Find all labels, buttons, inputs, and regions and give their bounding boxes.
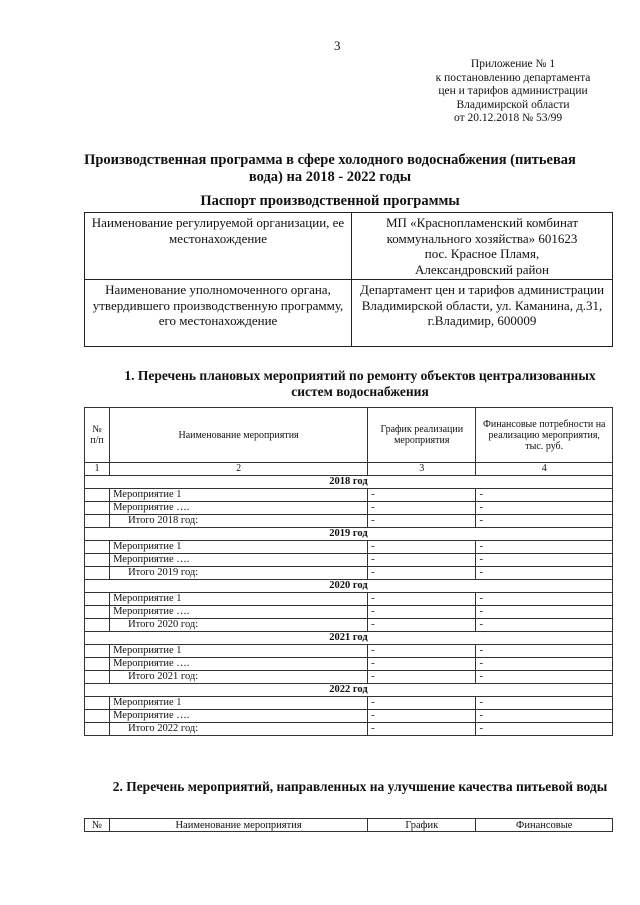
page-number: 3 [334, 38, 341, 53]
header-cell: Наименование мероприятия [110, 408, 368, 463]
table-row [85, 697, 613, 710]
table-row [85, 710, 613, 723]
passport-value-line: пос. Красное Пламя, [424, 246, 540, 261]
event-name-cell: Мероприятие …. [110, 554, 368, 567]
row-number-cell [85, 697, 110, 710]
finance-cell: - [476, 606, 613, 619]
year-row [85, 580, 613, 593]
table-header-row [85, 408, 613, 463]
event-name-cell: Итого 2022 год: [110, 723, 368, 736]
passport-row [85, 213, 613, 280]
year-label: 2020 год [85, 580, 613, 593]
finance-cell: - [476, 723, 613, 736]
finance-cell: - [476, 554, 613, 567]
appendix-date: от 20.12.2018 № 53/99 [454, 112, 563, 124]
row-number-cell [85, 515, 110, 528]
event-name-cell: Мероприятие 1 [110, 645, 368, 658]
schedule-cell: - [368, 502, 476, 515]
header-cell: Финансовые потребности на реализацию мероприятия, тыс. руб. [476, 408, 613, 463]
passport-row [85, 280, 613, 347]
table-row [85, 619, 613, 632]
row-number-cell [85, 658, 110, 671]
passport-value: Департамент цен и тарифов администрации Владимирской области, ул. Каманина, д.31, г.Владимир, 600009 [352, 280, 613, 347]
finance-cell: - [476, 502, 613, 515]
finance-cell: - [476, 619, 613, 632]
row-number-cell [85, 502, 110, 515]
schedule-cell: - [368, 606, 476, 619]
year-label: 2022 год [85, 684, 613, 697]
schedule-cell: - [368, 645, 476, 658]
section2-title: 2. Перечень мероприятий, направленных на улучшение качества питьевой воды [112, 779, 608, 794]
table-row [85, 567, 613, 580]
event-name-cell: Мероприятие 1 [110, 541, 368, 554]
header-cell: График [368, 819, 476, 832]
column-number: 3 [368, 463, 476, 476]
schedule-cell: - [368, 515, 476, 528]
schedule-cell: - [368, 658, 476, 671]
event-name-cell: Итого 2019 год: [110, 567, 368, 580]
column-number: 1 [85, 463, 110, 476]
event-name-cell: Мероприятие …. [110, 710, 368, 723]
year-label: 2019 год [85, 528, 613, 541]
table-header-row [85, 819, 613, 832]
document-title: Производственная программа в сфере холодного водоснабжения (питьевая вода) на 2018 - 2022 годы [84, 152, 576, 185]
passport-label: Наименование уполномоченного органа, утвердившего производственную программу, его местонахождение [85, 280, 352, 347]
year-row [85, 476, 613, 489]
event-name-cell: Мероприятие 1 [110, 697, 368, 710]
row-number-cell [85, 554, 110, 567]
finance-cell: - [476, 645, 613, 658]
event-name-cell: Мероприятие …. [110, 606, 368, 619]
table-row [85, 515, 613, 528]
header-cell: № [85, 819, 110, 832]
appendix-line: цен и тарифов администрации [438, 85, 588, 97]
appendix-line: к постановлению департамента [435, 71, 591, 84]
event-name-cell: Итого 2018 год: [110, 515, 368, 528]
header-cell: Наименование мероприятия [110, 819, 368, 832]
table-row [85, 606, 613, 619]
passport-value-line: Александровский район [415, 261, 549, 277]
year-row [85, 632, 613, 645]
finance-cell: - [476, 489, 613, 502]
schedule-cell: - [368, 554, 476, 567]
passport-value [352, 213, 613, 280]
row-number-cell [85, 723, 110, 736]
row-number-cell [85, 606, 110, 619]
schedule-cell: - [368, 710, 476, 723]
appendix-block [418, 58, 608, 126]
passport-label: Наименование регулируемой организации, ее местонахождение [85, 213, 352, 280]
passport-table [84, 212, 613, 347]
event-name-cell: Мероприятие 1 [110, 593, 368, 606]
table-row [85, 723, 613, 736]
schedule-cell: - [368, 541, 476, 554]
column-number-row [85, 463, 613, 476]
event-name-cell: Мероприятие 1 [110, 489, 368, 502]
events-body [85, 476, 613, 736]
table-row [85, 671, 613, 684]
schedule-cell: - [368, 671, 476, 684]
passport-value-line: МП «Краснопламенский комбинат коммунального хозяйства» 601623 [385, 215, 579, 246]
passport-title: Паспорт производственной программы [200, 193, 460, 209]
finance-cell: - [476, 697, 613, 710]
column-number: 2 [110, 463, 368, 476]
schedule-cell: - [368, 723, 476, 736]
row-number-cell [85, 645, 110, 658]
finance-cell: - [476, 515, 613, 528]
header-cell: График реализации мероприятия [368, 408, 476, 463]
header-cell: № п/п [85, 408, 110, 463]
row-number-cell [85, 619, 110, 632]
finance-cell: - [476, 541, 613, 554]
year-row [85, 528, 613, 541]
events-table [84, 407, 613, 736]
section1-title: 1. Перечень плановых мероприятий по ремонту объектов централизованных систем водоснабжения [124, 368, 596, 399]
row-number-cell [85, 671, 110, 684]
column-number: 4 [476, 463, 613, 476]
year-label: 2018 год [85, 476, 613, 489]
event-name-cell: Мероприятие …. [110, 502, 368, 515]
schedule-cell: - [368, 697, 476, 710]
finance-cell: - [476, 658, 613, 671]
table-row [85, 658, 613, 671]
schedule-cell: - [368, 593, 476, 606]
event-name-cell: Мероприятие …. [110, 658, 368, 671]
row-number-cell [85, 489, 110, 502]
table-row [85, 502, 613, 515]
schedule-cell: - [368, 619, 476, 632]
finance-cell: - [476, 671, 613, 684]
row-number-cell [85, 541, 110, 554]
appendix-line: Владимирской области [456, 98, 570, 111]
event-name-cell: Итого 2020 год: [110, 619, 368, 632]
row-number-cell [85, 567, 110, 580]
year-label: 2021 год [85, 632, 613, 645]
table-row [85, 645, 613, 658]
event-name-cell: Итого 2021 год: [110, 671, 368, 684]
table-row [85, 489, 613, 502]
finance-cell: - [476, 593, 613, 606]
table-row [85, 554, 613, 567]
row-number-cell [85, 593, 110, 606]
header-cell: Финансовые [476, 819, 613, 832]
schedule-cell: - [368, 489, 476, 502]
table-row [85, 541, 613, 554]
table-row [85, 593, 613, 606]
events-table-2 [84, 818, 613, 832]
finance-cell: - [476, 710, 613, 723]
finance-cell: - [476, 567, 613, 580]
row-number-cell [85, 710, 110, 723]
schedule-cell: - [368, 567, 476, 580]
appendix-line: Приложение № 1 [470, 58, 556, 70]
year-row [85, 684, 613, 697]
